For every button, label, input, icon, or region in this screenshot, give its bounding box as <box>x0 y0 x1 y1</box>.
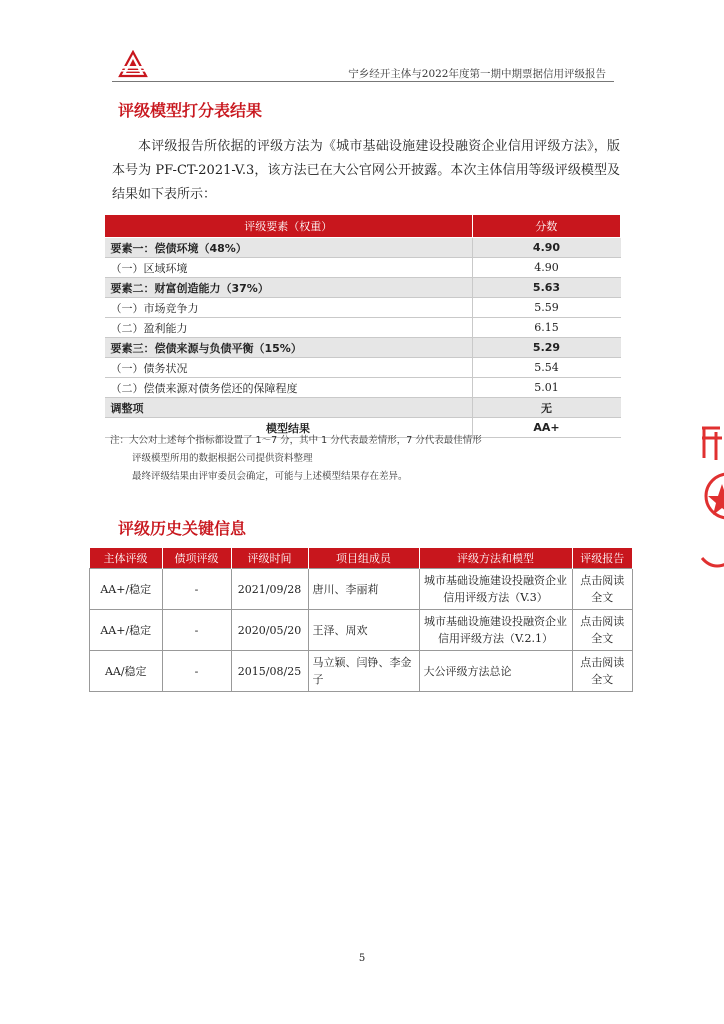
column-header-issuer-rating: 主体评级 <box>90 548 163 569</box>
issue-rating-cell: - <box>162 569 231 610</box>
team-members-cell: 王泽、周欢 <box>308 610 419 651</box>
factor-score: 5.01 <box>472 378 621 398</box>
table-row <box>105 238 621 258</box>
read-full-report-link[interactable]: 点击阅读全文 <box>572 610 633 651</box>
column-header-issue-rating: 债项评级 <box>162 548 231 569</box>
factor-score: 5.29 <box>472 338 621 358</box>
note-line: 注：大公对上述每个指标都设置了 1～7 分，其中 1 分代表最差情形，7 分代表最佳情形 <box>110 435 482 446</box>
model-result-label: 模型结果 <box>105 418 473 438</box>
issuer-rating-cell: AA+/稳定 <box>90 610 163 651</box>
section-title-rating-history: 评级历史关键信息 <box>118 519 247 538</box>
red-seal-stamp <box>692 418 724 578</box>
method-model-cell: 城市基础设施建设投融资企业信用评级方法（V.2.1） <box>419 610 572 651</box>
column-header-rating-date: 评级时间 <box>231 548 308 569</box>
read-full-report-link[interactable]: 点击阅读全文 <box>572 651 633 692</box>
model-score-table <box>104 214 621 438</box>
factor-label: 要素一：偿债环境（48%） <box>105 238 473 258</box>
table-row <box>90 569 633 610</box>
header-divider <box>112 81 614 82</box>
factor-label: （二）盈利能力 <box>105 318 473 338</box>
factor-score: 5.63 <box>472 278 621 298</box>
method-model-cell: 城市基础设施建设投融资企业信用评级方法（V.3） <box>419 569 572 610</box>
rating-date-cell: 2021/09/28 <box>231 569 308 610</box>
factor-score: 5.59 <box>472 298 621 318</box>
issuer-rating-cell: AA/稳定 <box>90 651 163 692</box>
note-line: 评级模型所用的数据根据公司提供资料整理 <box>132 453 313 464</box>
team-members-cell: 马立颖、闫铮、李金子 <box>308 651 419 692</box>
model-result-score: AA+ <box>472 418 621 438</box>
column-header-factor: 评级要素（权重） <box>105 215 473 238</box>
table-row <box>105 298 621 318</box>
issue-rating-cell: - <box>162 651 231 692</box>
factor-score: 4.90 <box>472 238 621 258</box>
dagong-logo-icon <box>118 50 148 80</box>
factor-score: 6.15 <box>472 318 621 338</box>
table-row <box>105 398 621 418</box>
section-title-model-score: 评级模型打分表结果 <box>118 101 263 120</box>
team-members-cell: 唐川、李丽莉 <box>308 569 419 610</box>
rating-history-table <box>89 548 633 692</box>
rating-date-cell: 2020/05/20 <box>231 610 308 651</box>
table-header-row <box>90 548 633 569</box>
note-line: 最终评级结果由评审委员会确定，可能与上述模型结果存在差异。 <box>132 471 408 482</box>
report-header-title: 宁乡经开主体与2022年度第一期中期票据信用评级报告 <box>348 68 606 80</box>
column-header-method-model: 评级方法和模型 <box>419 548 572 569</box>
table-row <box>105 278 621 298</box>
factor-label: （一）区域环境 <box>105 258 473 278</box>
table-header-row <box>105 215 621 238</box>
factor-score: 4.90 <box>472 258 621 278</box>
table-row <box>105 258 621 278</box>
table-row <box>105 318 621 338</box>
rating-date-cell: 2015/08/25 <box>231 651 308 692</box>
table-row <box>105 378 621 398</box>
table-row <box>105 338 621 358</box>
factor-label: 要素三：偿债来源与负债平衡（15%） <box>105 338 473 358</box>
factor-score: 5.54 <box>472 358 621 378</box>
factor-label: （一）市场竞争力 <box>105 298 473 318</box>
column-header-report: 评级报告 <box>572 548 633 569</box>
issue-rating-cell: - <box>162 610 231 651</box>
table-notes <box>110 432 482 486</box>
factor-label: （一）债务状况 <box>105 358 473 378</box>
factor-label: （二）偿债来源对债务偿还的保障程度 <box>105 378 473 398</box>
methodology-paragraph: 本评级报告所依据的评级方法为《城市基础设施建设投融资企业信用评级方法》，版本号为 PF-CT-2021-V.3，该方法已在大公官网公开披露。本次主体信用等级评级模型及结果如下表所示： <box>112 139 620 202</box>
issuer-rating-cell: AA+/稳定 <box>90 569 163 610</box>
factor-score: 无 <box>472 398 621 418</box>
table-row <box>105 358 621 378</box>
read-full-report-link[interactable]: 点击阅读全文 <box>572 569 633 610</box>
column-header-score: 分数 <box>472 215 621 238</box>
page-number: 5 <box>358 953 366 964</box>
factor-label: 要素二：财富创造能力（37%） <box>105 278 473 298</box>
table-row <box>90 610 633 651</box>
table-row <box>90 651 633 692</box>
column-header-team-members: 项目组成员 <box>308 548 419 569</box>
factor-label: 调整项 <box>105 398 473 418</box>
method-model-cell: 大公评级方法总论 <box>419 651 572 692</box>
